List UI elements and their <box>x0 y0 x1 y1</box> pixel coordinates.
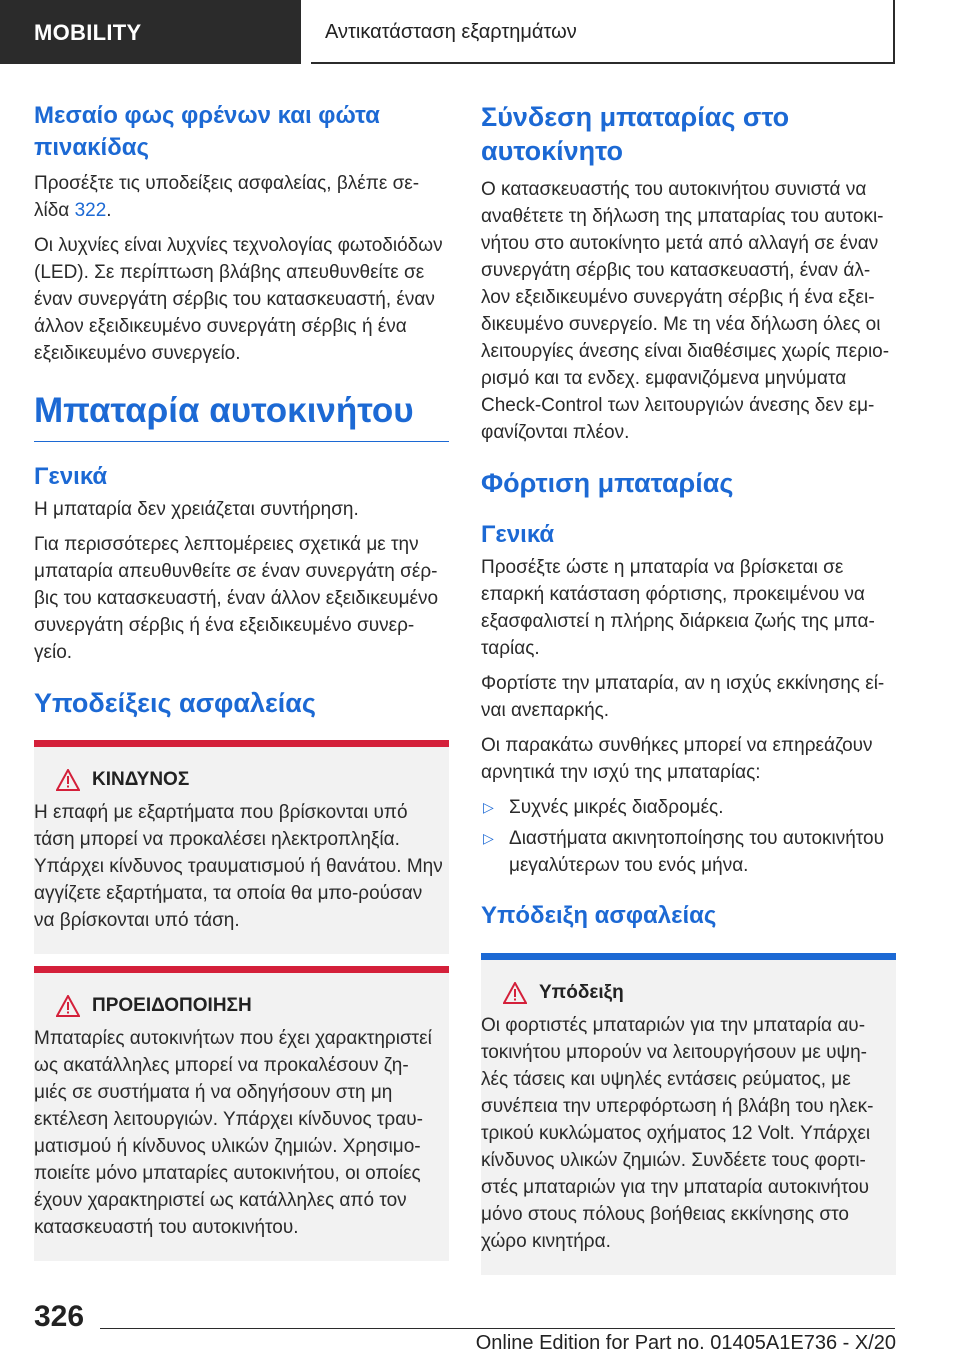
page-number: 326 <box>34 1300 85 1333</box>
danger-title: ΚΙΝΔΥΝΟΣ <box>92 769 190 790</box>
warning-text: Μπαταρίες αυτοκινήτων που έχει χαρακτηριστεί ως ακατάλληλες μπορεί να προκαλέσουν ζη-μιές σε συστήματα ή να οδηγήσουν στη μη εκτέλεση λειτουργιών. Υπάρχει κίνδυνος τραυ-ματισμού ή κίνδυνος υλικών ζημιών. Χρησιμο-ποιείτε μόνο μπαταρίες αυτοκινήτου, οι οποίες έχουν χαρακτηριστεί ως κατάλληλες από τον κατασκευαστή του αυτοκινήτου. <box>34 1028 432 1238</box>
paragraph-details: Για περισσότερες λεπτομέρειες σχετικά με την μπαταρία απευθυνθείτε σε έναν συνεργάτη σέρ-βις του κατασκευαστή, έναν άλλον εξειδικευμένο συνεργάτη σέρβις ή ένα εξειδικευμένο συνερ-γείο. <box>34 534 439 663</box>
heading-safety-note: Υπόδειξη ασφαλείας <box>481 902 717 929</box>
note-title: Υπόδειξη <box>539 982 624 1003</box>
heading-safety-notes: Υποδείξεις ασφαλείας <box>34 688 316 718</box>
warning-title-row <box>34 995 449 1017</box>
page-link-322[interactable]: 322 <box>74 200 107 221</box>
paragraph-text: Προσέξτε τις υποδείξεις ασφαλείας, βλέπε σε-λίδα <box>34 173 420 221</box>
warning-title: ΠΡΟΕΙΔΟΠΟΙΗΣΗ <box>92 995 252 1016</box>
warning-triangle-icon <box>56 769 80 791</box>
conditions-list <box>481 794 896 879</box>
footer-edition: Online Edition for Part no. 01405A1E736 - X/20 <box>475 1332 896 1354</box>
paragraph-text: . <box>106 200 112 221</box>
danger-box <box>34 740 449 954</box>
note-box <box>481 953 896 1275</box>
list-item-text: Διαστήματα ακινητοποίησης του αυτοκινήτου μεγαλύτερων του ενός μήνα. <box>509 828 884 876</box>
list-item-text: Συχνές μικρές διαδρομές. <box>509 797 724 818</box>
paragraph-maintenance: Η μπαταρία δεν χρειάζεται συντήρηση. <box>34 499 359 520</box>
heading-vehicle-battery: Μπαταρία αυτοκινήτου <box>34 389 449 442</box>
note-title-row <box>481 982 896 1004</box>
danger-title-row <box>34 769 449 791</box>
list-item <box>481 825 896 879</box>
paragraph-led: Οι λυχνίες είναι λυχνίες τεχνολογίας φωτοδιόδων (LED). Σε περίπτωση βλάβης απευθυνθείτε σε έναν συνεργάτη σέρβις του κατασκευαστή, έναν άλλον εξειδικευμένο συνεργάτη σέρβις ή ένα εξειδικευμένο συνεργείο. <box>34 235 443 364</box>
paragraph-charge-when: Φορτίστε την μπαταρία, αν η ισχύς εκκίνησης εί-ναι ανεπαρκής. <box>481 673 885 721</box>
heading-brake-plate-lights: Μεσαίο φως φρένων και φώτα πινακίδας <box>34 102 380 161</box>
warning-box <box>34 966 449 1261</box>
paragraph-charge-state: Προσέξτε ώστε η μπαταρία να βρίσκεται σε επαρκή κατάσταση φόρτισης, προκειμένου να εξασφαλιστεί η πλήρης διάρκεια ζωής της μπα-ταρίας. <box>481 557 875 659</box>
paragraph-safety-ref <box>34 170 449 224</box>
list-item <box>481 794 896 821</box>
note-text: Οι φορτιστές μπαταριών για την μπαταρία αυ-τοκινήτου μπορούν να λειτουργήσουν με υψη-λές τάσεις και υψηλές εντάσεις ρεύματος, με συνέπεια την υπερφόρτωση ή βλάβη του ηλεκ-τρικού κυκλώματος οχήματος 12 Volt. Υπάρχει κίνδυνος υλικών ζημιών. Συνδέετε τους φορτι-στές μπαταριών για την μπαταρία αυτοκινήτου μόνο στους πόλους βοήθειας εκκίνησης στο χώρο κινητήρα. <box>481 1015 874 1252</box>
heading-general: Γενικά <box>34 463 108 490</box>
right-column <box>481 100 896 1275</box>
danger-text: Η επαφή με εξαρτήματα που βρίσκονται υπό τάση μπορεί να προκαλέσει ηλεκτροπληξία. Υπάρχει κίνδυνος τραυματισμού ή θανάτου. Μην αγγίζετε εξαρτήματα, τα οποία θα μπο-ρούσαν να βρίσκονται υπό τάση. <box>34 802 443 931</box>
warning-triangle-icon <box>56 995 80 1017</box>
header-section-tab <box>0 0 299 64</box>
triangle-bullet-icon: ▷ <box>483 830 494 846</box>
heading-general: Γενικά <box>481 521 555 548</box>
paragraph-registration: Ο κατασκευαστής του αυτοκινήτου συνιστά να αναθέτετε τη δήλωση της μπαταρίας του αυτοκι-νήτου στο αυτοκίνητο μετά από αλλαγή σε έναν συνεργάτη σέρβις του κατασκευαστή, έναν άλ-λον εξειδικευμένο συνεργάτη σέρβις ή ένα εξει-δικευμένο συνεργείο. Με τη νέα δήλωση όλες οι λειτουργίες άνεσης είναι διαθέσιμες χωρίς περιο-ρισμό και τα ενδεχ. εμφανιζόμενα μηνύματα Check-Control των λειτουργιών άνεσης δεν εμ-φανίζονται πλέον. <box>481 179 890 443</box>
triangle-bullet-icon: ▷ <box>483 799 494 815</box>
footer-divider <box>100 1328 895 1329</box>
warning-triangle-icon <box>503 982 527 1004</box>
paragraph-conditions: Οι παρακάτω συνθήκες μπορεί να επηρεάζουν αρνητικά την ισχύ της μπαταρίας: <box>481 735 873 783</box>
left-column <box>34 100 449 1261</box>
heading-battery-charging: Φόρτιση μπαταρίας <box>481 468 734 498</box>
header-section-label: MOBILITY <box>34 20 142 45</box>
heading-battery-registration: Σύνδεση μπαταρίας στο αυτοκίνητο <box>481 102 790 166</box>
header-chapter-tab <box>311 0 895 64</box>
header-chapter-label: Αντικατάσταση εξαρτημάτων <box>325 21 577 43</box>
